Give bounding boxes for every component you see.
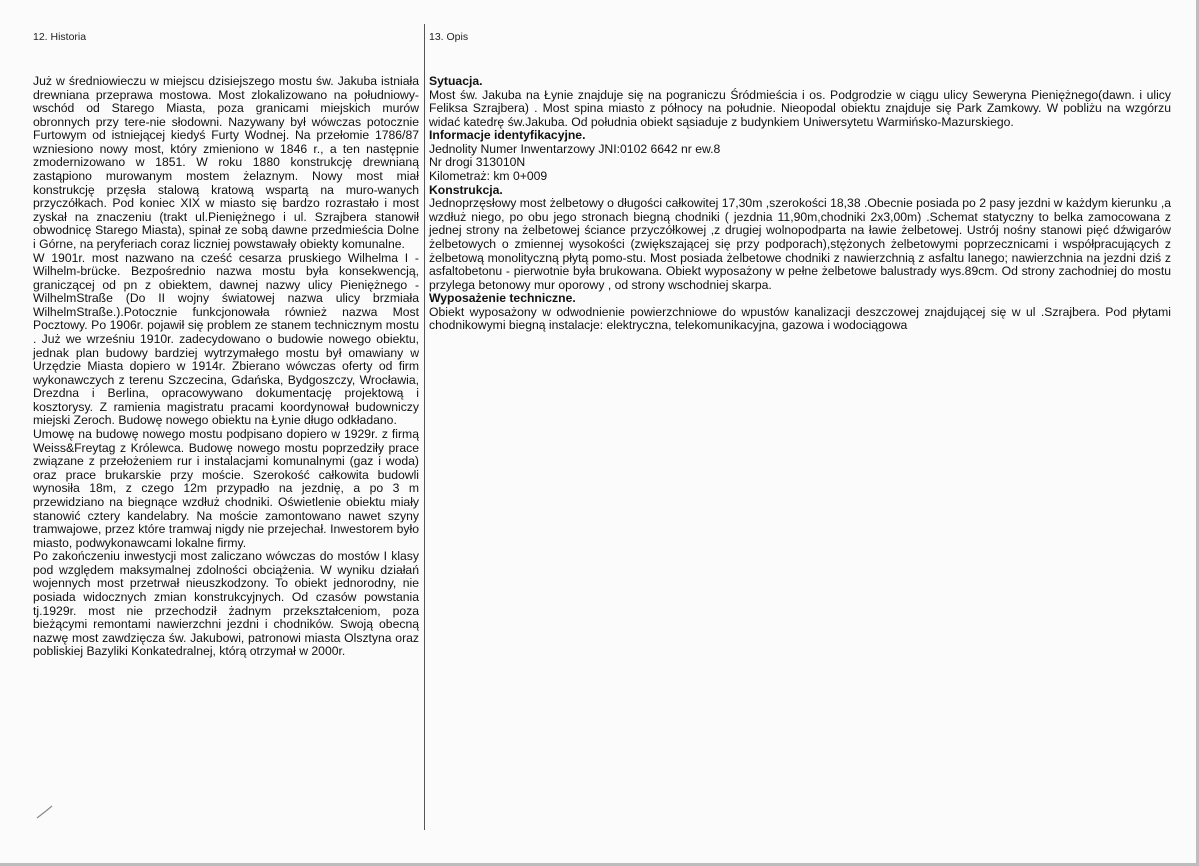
inventory-number-line: Jednolity Numer Inwentarzowy JNI:0102 6642 nr ew.8 (429, 141, 721, 156)
mileage-line: Kilometraż: km 0+009 (429, 169, 548, 184)
description-text (429, 75, 1171, 333)
history-paragraph: W 1901r. most nazwano na cześć cesarza pruskiego Wilhelma I - Wilhelm-brücke. Bezpośrednio nazwa mostu była konsekwencją, graniczącej od pn z obiektem, dawnej nazwy ulicy Pieniężnego - WilhelmStraße (Do II wojny światowej nazwa ulicy brzmiała WilhelmStraße.).Potocznie funkcjonowała również nazwa Most Pocztowy. Po 1906r. pojawił się problem ze stanem technicznym mostu . Już we wrześniu 1910r. zadecydowano o budowie nowego obiektu, jednak plan budowy bardziej wytrzymałego mostu był omawiany w Urzędzie Miasta dopiero w 1914r. Zbierano wówczas oferty od firm wykonawczych z terenu Szczecina, Gdańska, Bydgoszczy, Wrocławia, Drezdna i Berlina, opracowywano dokumentację projektową i kosztorysy. Z ramienia magistratu pracami koordynował budowniczy miejski Zeroch. Budowę nowego obiektu na Łynie długo odkładano. (33, 250, 419, 428)
history-paragraph: Po zakończeniu inwestycji most zaliczano wówczas do mostów I klasy pod względem maksymalnej zdolności obciążenia. W wyniku działań wojennych most przetrwał nieuszkodzony. To obiekt jednorodny, nie posiada widocznych zmian konstrukcyjnych. Od czasów powstania tj.1929r. most nie przechodził żadnym przekształceniom, poza bieżącymi remontami nawierzchni jezdni i chodników. Swoją obecną nazwę most zawdzięcza św. Jakubowi, patronowi miasta Olsztyna oraz pobliskiej Bazyliki Konkatedralnej, którą otrzymał w 2000r. (33, 549, 419, 659)
pen-mark (36, 805, 54, 819)
description-column (429, 30, 1171, 333)
description-section-header: 13. Opis (429, 31, 469, 43)
construction-text: Jednoprzęsłowy most żelbetowy o długości całkowitej 17,30m ,szerokości 18,38 .Obecnie posiada po 2 pasy jezdni w każdym kierunku ,a wzdłuż niego, po obu jego stronach biegną chodniki ( jezdnia 11,90m,chodniki 2x3,00m) .Schemat statyczny to belka zamocowana z jednej strony na żelbetowej ściance przyczółkowej ,z drugiej wolnopodparta na ławie żelbetowej. Ustrój nośny stanowi pięć dźwigarów żelbetowych o zmiennej wysokości (zwiększającej się przy podporach),stężonych żelbetowymi poprzecznicami i współpracujących z żelbetową monolityczną płytą pomo-stu. Most posiada żelbetowe chodniki z nawierzchnią z asfaltu lanego; nawierzchnia na jezdni dziś z asfaltobetonu - pierwotnie była brukowana. Obiekt wyposażony w pełne żelbetowe balustrady wys.89cm. Od strony zachodniej do mostu przylega betonowy mur oporowy , od strony wschodniej skarpa. (429, 196, 1171, 292)
road-number-line: Nr drogi 313010N (429, 155, 526, 170)
equipment-heading: Wyposażenie techniczne. (429, 291, 576, 306)
history-column (33, 30, 419, 659)
column-divider (424, 24, 425, 830)
identification-heading: Informacje identyfikacyjne. (429, 128, 586, 143)
history-text (33, 75, 419, 659)
history-paragraph: Już w średniowieczu w miejscu dzisiejszego mostu św. Jakuba istniała drewniana przeprawa mostowa. Most zlokalizowano na południowy-wschód od Starego Miasta, poza granicami miejskich murów obronnych przy tere-nie słodowni. Nazywany był wówczas potocznie Furtowym od istniejącej kiedyś Furty Wodnej. Na przełomie 1786/87 wzniesiono nowy most, który zmieniono w 1846 r., a ten następnie zmodernizowano w 1851. W roku 1880 konstrukcję drewnianą zastąpiono murowanym mostem żelaznym. Nowy most miał konstrukcję przęsła stalową kratową wspartą na muro-wanych przyczółkach. Pod koniec XIX w miasto się bardzo rozrastało i most zyskał na znaczeniu (trakt ul.Pieniężnego i ul. Szrajbera stanowił obwodnicę Starego Miasta), spinał ze sobą dawne przedmieścia Dolne i Górne, na peryferiach coraz liczniej powstawały obiekty komunalne. (33, 74, 419, 251)
situation-heading: Sytuacja. (429, 74, 483, 88)
situation-text: Most św. Jakuba na Łynie znajduje się na pograniczu Śródmieścia i os. Podgrodzie w ciągu ulicy Seweryna Pieniężnego(dawn. i ulicy Feliksa Szrajbera) . Most spina miasto z północy na południe. Nieopodal obiektu znajduje się Park Zamkowy. W pobliżu na wzgórzu widać katedrę św.Jakuba. Od południa obiekt sąsiaduje z budynkiem Uniwersytetu Warmińsko-Mazurskiego. (429, 87, 1171, 129)
history-section-header: 12. Historia (33, 31, 87, 43)
equipment-text: Obiekt wyposażony w odwodnienie powierzchniowe do wpustów kanalizacji deszczowej znajdującej się w ul .Szrajbera. Pod płytami chodnikowymi biegną instalacje: elektryczna, telekomunikacyjna, gazowa i wodociągowa (429, 304, 1171, 333)
construction-heading: Konstrukcja. (429, 182, 503, 197)
history-paragraph: Umowę na budowę nowego mostu podpisano dopiero w 1929r. z firmą Weiss&Freytag z Królewca. Budowę nowego mostu poprzedziły prace związane z przełożeniem rur i instalacjami komunalnymi (gaz i woda) oraz prace brukarskie przy moście. Szerokość całkowita budowli wynosiła 18m, z czego 12m przypadło na jezdnię, a po 3 m przewidziano na biegnące wzdłuż chodniki. Oświetlenie obiektu miały stanowić cztery kandelabry. Na moście zamontowano nawet szyny tramwajowe, przez które tramwaj nigdy nie przejechał. Inwestorem było miasto, podwykonawcami lokalne firmy. (33, 427, 419, 550)
